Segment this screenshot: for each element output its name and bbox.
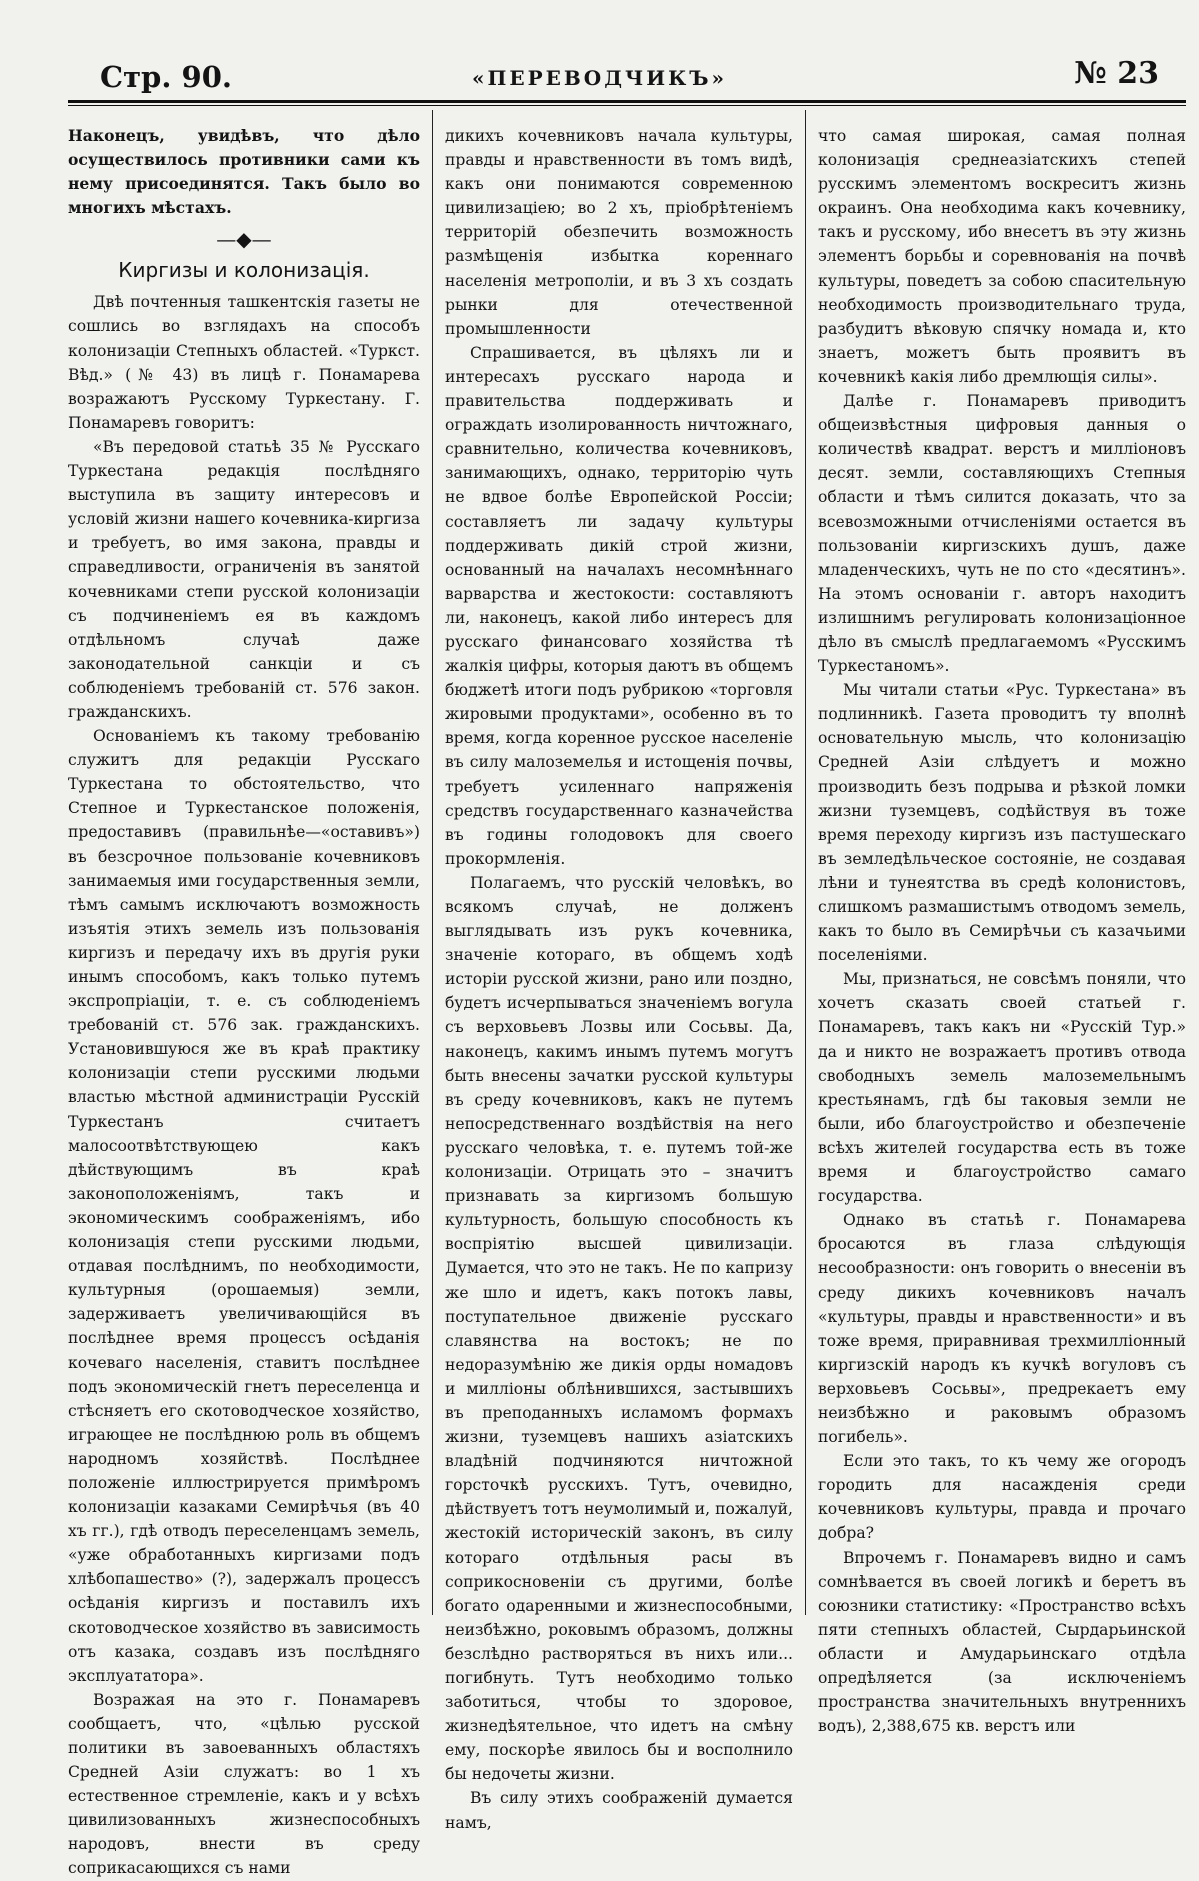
page-number: Стр. 90. xyxy=(100,60,232,94)
column-2 xyxy=(445,124,793,1832)
paragraph: Двѣ почтенныя ташкентскія газеты не сошлись во взглядахъ на способъ колонизаціи Степныхъ областей. «Туркст. Вѣд.» (№ 43) въ лицѣ г. Понамарева возражаютъ Русскому Туркестану. Г. Понамаревъ говоритъ: xyxy=(68,293,420,432)
paragraph: Въ силу этихъ соображеній думается намъ, xyxy=(445,1789,793,1832)
article-title: Киргизы и колонизація. xyxy=(118,258,370,283)
header-rule xyxy=(68,100,1186,106)
paragraph: Возражая на это г. Понамаревъ сообщаетъ, что, «цѣлью русской политики въ завоеванныхъ областяхъ Средней Азіи служатъ: во 1 хъ естественное стремленіе, какъ и у всѣхъ цивилизованныхъ жизнеспособныхъ народовъ, внести въ среду соприкасающихся съ нами xyxy=(68,1690,420,1878)
paragraph: дикихъ кочевниковъ начала культуры, правды и нравственности въ томъ видѣ, какъ они понимаются современною цивилизаціею; во 2 хъ, пріобрѣтеніемъ территорій обезпечить возможность размѣщенія избытка кореннаго населенія метрополіи, и въ 3 хъ создать рынки для отечественной промышленности xyxy=(445,127,793,338)
paragraph: Наконецъ, увидѣвъ, что дѣло осуществилось противники сами къ нему присоединятся. Такъ было во многихъ мѣстахъ. xyxy=(68,126,420,218)
paragraph: Основаніемъ къ такому требованію служитъ для редакціи Русскаго Туркестана то обстоятельство, что Степное и Туркестанское положенія, предоставивъ (правильнѣе—«оставивъ») въ безсрочное пользованіе кочевниковъ занимаемыя ими государственныя земли, тѣмъ самымъ исключаютъ возможность изъятія этихъ земель изъ пользованія киргизъ и передачу ихъ въ другія руки инымъ способомъ, какъ только путемъ экспропріаціи, т. е. съ соблюденіемъ требованій ст. 576 зак. гражданскихъ. Установившуюся же въ краѣ практику колонизаціи степи русскими людьми властью мѣстной администраціи Русскій Туркестанъ считаетъ малосоотвѣтствующею какъ дѣйствующимъ въ краѣ законоположеніямъ, такъ и экономическимъ соображеніямъ, ибо колонизація степи русскими людьми, отдавая послѣднимъ, по необходимости, культурныя (орошаемыя) земли, задерживаетъ увеличивающійся въ послѣднее время процессъ осѣданія кочеваго населенія, ставитъ послѣднее подъ экономическій гнетъ переселенца и стѣсняетъ его скотоводческое хозяйство, играющее не послѣднюю роль въ общемъ народномъ хозяйствѣ. Послѣднее положеніе иллюстрируется примѣромъ колонизаціи казаками Семирѣчья (въ 40 хъ гг.), гдѣ отводъ переселенцамъ земель, «уже обработанныхъ киргизами подъ хлѣбопашество» (?), задержалъ процессъ осѣданія киргизъ и поставилъ ихъ скотоводческое хозяйство въ зависимость отъ казака, создавъ изъ послѣдняго эксплуататора». xyxy=(68,727,420,1685)
newspaper-title: «ПЕРЕВОДЧИКЪ» xyxy=(471,66,727,90)
column-divider-2 xyxy=(805,110,806,1615)
paragraph: что самая широкая, самая полная колонизація среднеазіатскихъ степей русскимъ элементомъ воскреситъ жизнь окраинъ. Она необходима какъ кочевнику, такъ и русскому, ибо внесетъ въ эту жизнь элементъ борьбы и соревнованія на почвѣ культуры, поведетъ за собою спасительную необходимость производительнаго труда, разбудитъ вѣковую спячку номада и, кто знаетъ, можетъ быть проявитъ въ кочевникѣ какія либо дремлющія силы». xyxy=(818,127,1186,386)
column-divider-1 xyxy=(432,110,433,1615)
paragraph: Далѣе г. Понамаревъ приводитъ общеизвѣстныя цифровыя данныя о количествѣ квадрат. верстъ и милліоновъ десят. земли, составляющихъ Степныя области и тѣмъ силится доказать, что за всевозможными отчисленіями остается въ пользованіи киргизскихъ душъ, даже младенческихъ, чуть не по сто «десятинъ». На этомъ основаніи г. авторъ находитъ излишнимъ регулировать колонизаціонное дѣло въ смыслѣ предлагаемомъ «Русскимъ Туркестаномъ». xyxy=(818,392,1186,676)
paragraph: Спрашивается, въ цѣляхъ ли и интересахъ русскаго народа и правительства поддерживать и ограждать изолированность ничтожнаго, сравнительно, количества кочевниковъ, занимающихъ, однако, территорію чуть не вдвое болѣе Европейской Россіи; составляетъ ли задачу культуры поддерживать дикій строй жизни, основанный на началахъ несомнѣннаго варварства и жестокости: составляютъ ли, наконецъ, какой либо интересъ для русскаго финансоваго хозяйства тѣ жалкія цифры, которыя даютъ въ общемъ бюджетѣ итоги подъ рубрикою «торговля жировыми продуктами», особенно въ то время, когда коренное русское населеніе въ силу малоземелья и истощенія почвы, требуетъ усиленнаго напряженія средствъ государственнаго казначейства въ годины голодовокъ для своего прокормленія. xyxy=(445,343,793,868)
paragraph: Мы читали статьи «Рус. Туркестана» въ подлинникѣ. Газета проводитъ ту вполнѣ основательную мысль, что колонизацію Средней Азіи слѣдуетъ и можно производить безъ подрыва и рѣзкой ломки жизни туземцевъ, содѣйствуя въ тоже время переходу киргизъ изъ пастушескаго въ земледѣльческое состояніе, не создавая лѣни и тунеятства въ средѣ колонистовъ, слишкомъ размашистымъ отводомъ земель, какъ то было въ Семирѣчьи съ казачьими поселеніями. xyxy=(818,681,1186,965)
column-3 xyxy=(818,124,1186,1736)
paragraph: Мы, признаться, не совсѣмъ поняли, что хочетъ сказать своей статьей г. Понамаревъ, такъ какъ ни «Русскій Тур.» да и никто не возражаетъ противъ отвода свободныхъ земель малоземельнымъ крестьянамъ, гдѣ бы таковыя земли не были, ибо благоустройство и обезпеченіе всѣхъ жителей государства есть въ тоже время и благоустройство самаго государства. xyxy=(818,970,1186,1206)
ornament-divider: —◆— xyxy=(216,227,272,252)
paragraph: Однако въ статьѣ г. Понамарева бросаются въ глаза слѣдующія несообразности: онъ говорить о внесеніи въ среду дикихъ кочевниковъ началъ «культуры, правды и нравственности» и въ тоже время, приравнивая трехмилліонный киргизскій народъ къ кучкѣ вогуловъ съ верховьевъ Сосьвы», предрекаетъ ему неизбѣжно и раковымъ образомъ погибель». xyxy=(818,1211,1186,1447)
paragraph: Полагаемъ, что русскій человѣкъ, во всякомъ случаѣ, не долженъ выглядывать изъ рукъ кочевника, значеніе котораго, въ общемъ ходѣ исторіи русской жизни, рано или поздно, будетъ исчерпываться значеніемъ вогула съ верховьевъ Лозвы или Сосьвы. Да, наконецъ, какимъ инымъ путемъ могутъ быть внесены зачатки русской культуры въ среду кочевниковъ, какъ не путемъ непосредственнаго воздѣйствія на него русскаго человѣка, т. е. путемъ той-же колонизаціи. Отрицать это – значитъ признавать за киргизомъ большую культурность, большую способность къ воспріятію высшей цивилизаціи. Думается, что это не такъ. Не по капризу же шло и идетъ, какъ потокъ лавы, поступательное движеніе русскаго славянства на востокъ; не по недоразумѣнію же дикія орды номадовъ и милліоны облѣнившихся, застывшихъ въ преподанныхъ исламомъ формахъ жизни, туземцевъ нашихъ азіатскихъ владѣній подчиняются ничтожной горсточкѣ русскихъ. Тутъ, очевидно, дѣйствуетъ тотъ неумолимый и, пожалуй, жестокій историческій законъ, въ силу котораго отдѣльныя расы въ соприкосновеніи съ другими, болѣе богато одаренными и жизнеспособными, неизбѣжно, роковымъ образомъ, должны безслѣдно растворяться въ нихъ или... погибнуть. Тутъ необходимо только заботиться, чтобы то здоровое, жизнедѣятельное, что идетъ на смѣну ему, поскорѣе явилось бы и восполнило бы недочеты жизни. xyxy=(445,873,793,1784)
column-1 xyxy=(68,124,420,1878)
paragraph: Если это такъ, то къ чему же огородъ городить для насажденія среди кочевниковъ культуры, правда и прочаго добра? xyxy=(818,1452,1186,1543)
paragraph: Впрочемъ г. Понамаревъ видно и самъ сомнѣвается въ своей логикѣ и беретъ въ союзники статистику: «Пространство всѣхъ пяти степныхъ областей, Сырдарьинской области и Амударьинскаго отдѣла опредѣляется (за исключеніемъ пространства значительныхъ внутреннихъ водъ), 2,388,675 кв. верстъ или xyxy=(818,1548,1186,1736)
paragraph: «Въ передовой статьѣ 35 № Русскаго Туркестана редакція послѣдняго выступила въ защиту интересовъ и условій жизни нашего кочевника-киргиза и требуетъ, во имя закона, правды и справедливости, ограниченія въ занятой кочевниками степи русской колонизаціи съ подчиненіемъ ея въ каждомъ отдѣльномъ случаѣ даже законодательной санкціи и съ соблюденіемъ требованій ст. 576 закон. гражданскихъ. xyxy=(68,437,420,721)
issue-number: № 23 xyxy=(1074,56,1159,91)
page-header xyxy=(0,52,1199,102)
